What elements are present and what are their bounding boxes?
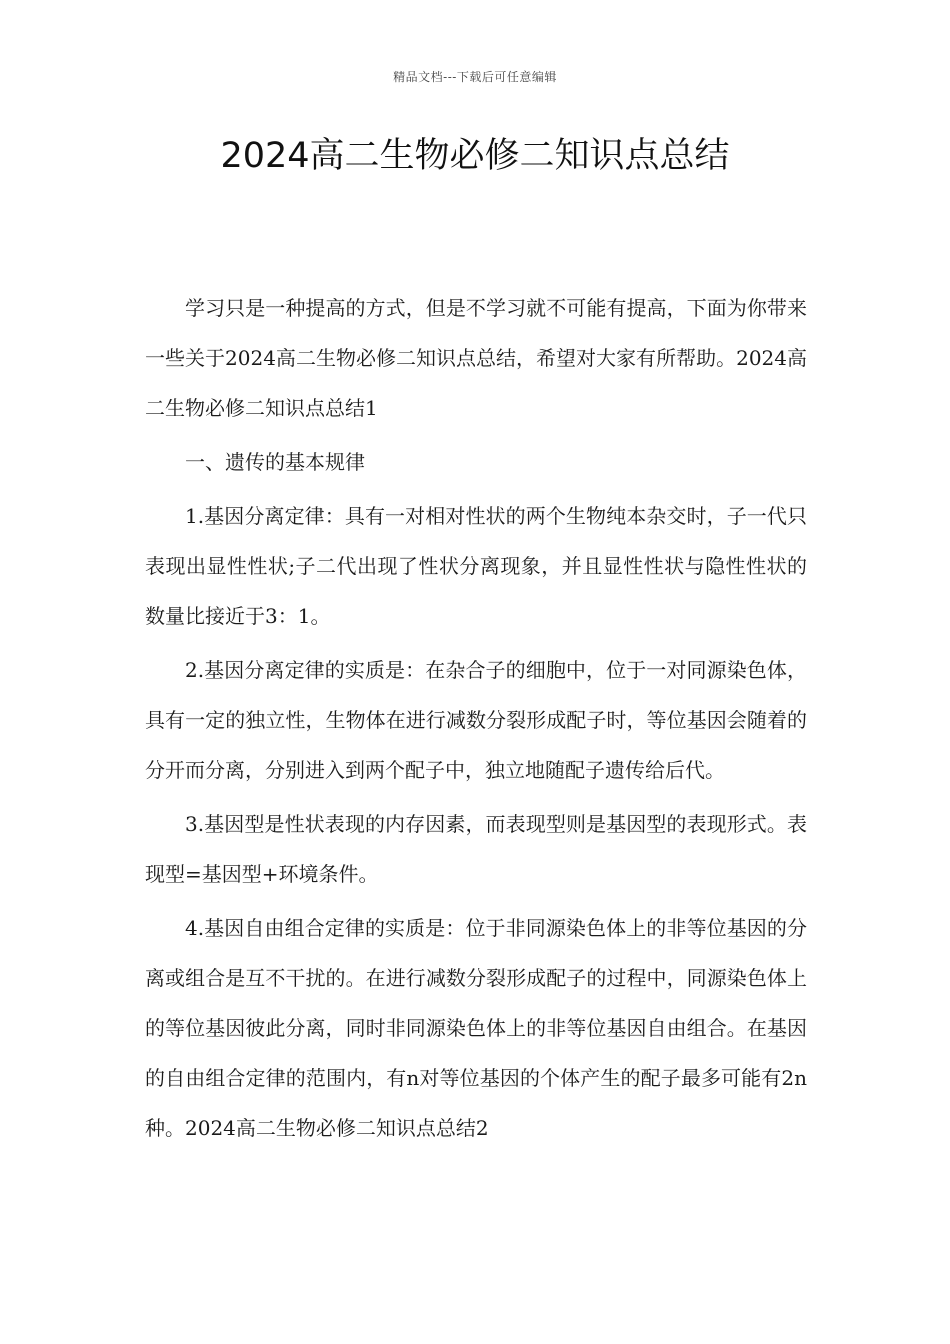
point-3-paragraph: 3.基因型是性状表现的内存因素，而表现型则是基因型的表现形式。表现型=基因型+环境条件。 — [145, 812, 807, 886]
point-1-paragraph: 1.基因分离定律：具有一对相对性状的两个生物纯本杂交时，子一代只表现出显性性状;子二代出现了性状分离现象，并且显性性状与隐性性状的数量比接近于3：1。 — [145, 504, 807, 628]
page-title: 2024高二生物必修二知识点总结 — [220, 136, 730, 176]
header-note: 精品文档---下载后可任意编辑 — [393, 70, 557, 84]
intro-paragraph: 学习只是一种提高的方式，但是不学习就不可能有提高，下面为你带来一些关于2024高二生物必修二知识点总结，希望对大家有所帮助。2024高二生物必修二知识点总结1 — [145, 296, 807, 420]
document-body — [145, 283, 807, 1157]
point-4-paragraph: 4.基因自由组合定律的实质是：位于非同源染色体上的非等位基因的分离或组合是互不干扰的。在进行减数分裂形成配子的过程中，同源染色体上的等位基因彼此分离，同时非同源染色体上的非等位基因自由组合。在基因的自由组合定律的范围内，有n对等位基因的个体产生的配子最多可能有2n种。2024高二生物必修二知识点总结2 — [145, 916, 807, 1140]
section-heading: 一、遗传的基本规律 — [185, 450, 365, 474]
point-2-paragraph: 2.基因分离定律的实质是：在杂合子的细胞中，位于一对同源染色体，具有一定的独立性，生物体在进行减数分裂形成配子时，等位基因会随着的分开而分离，分别进入到两个配子中，独立地随配子遗传给后代。 — [145, 658, 807, 782]
